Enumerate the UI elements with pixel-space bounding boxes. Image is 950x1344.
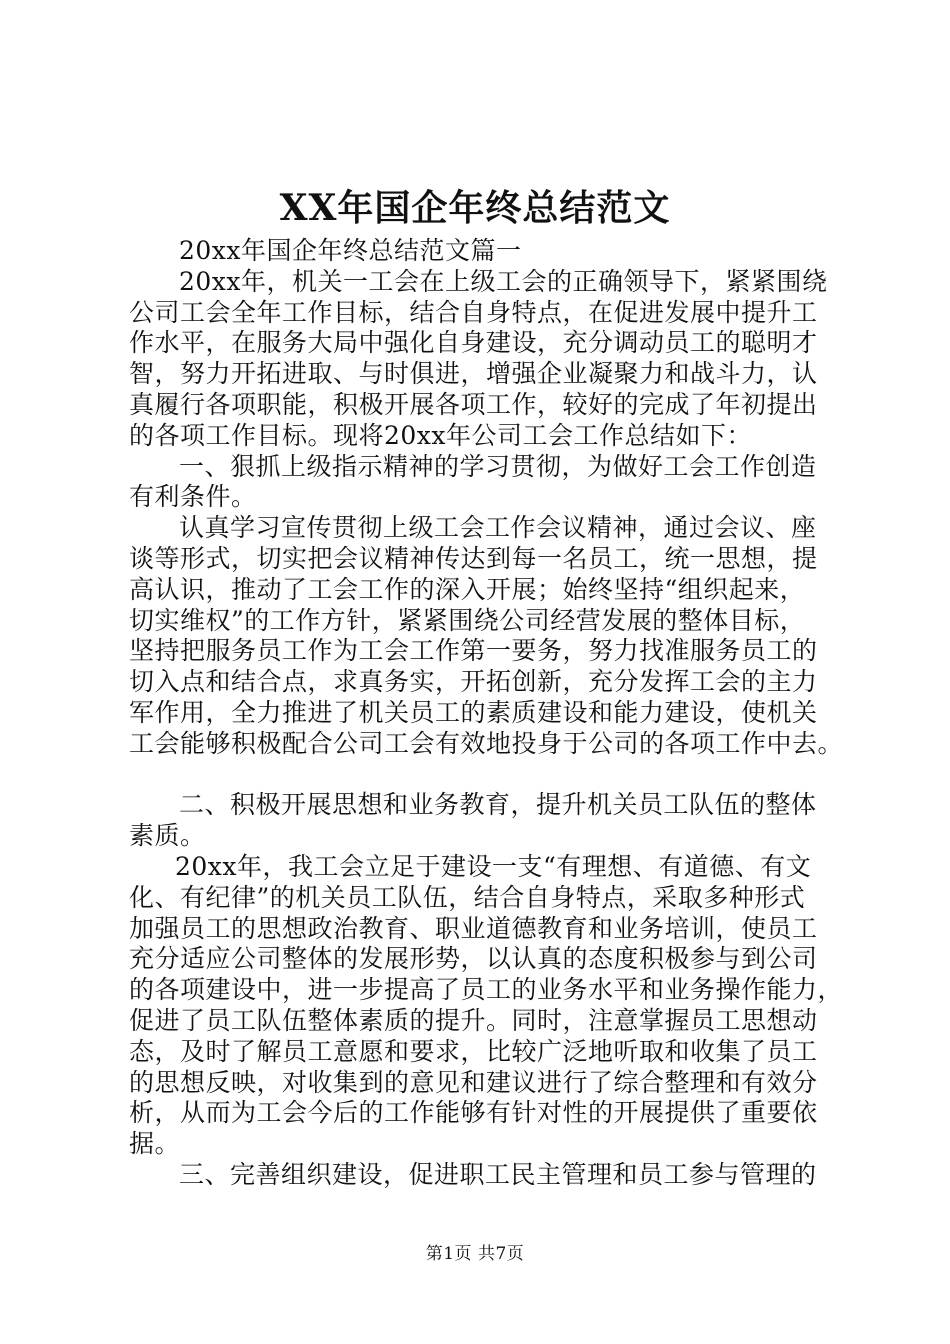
paragraph-line: 析，从而为工会今后的工作能够有针对性的开展提供了重要依 <box>129 1098 818 1128</box>
paragraph-line: 公司工会全年工作目标，结合自身特点，在促进发展中提升工 <box>129 297 818 327</box>
document-body <box>129 236 847 1191</box>
paragraph-gap <box>129 760 847 791</box>
paragraph-line: 智，努力开拓进取、与时俱进，增强企业凝聚力和战斗力，认 <box>129 359 818 389</box>
paragraph-line: 高认识，推动了工会工作的深入开展；始终坚持“组织起来， <box>129 574 806 604</box>
paragraph-line: 加强员工的思想政治教育、职业道德教育和业务培训，使员工 <box>129 913 818 943</box>
paragraph-line: 坚持把服务员工作为工会工作第一要务，努力找准服务员工的 <box>129 636 818 666</box>
section-heading-line: 三、完善组织建设，促进职工民主管理和员工参与管理的 <box>179 1159 817 1189</box>
subtitle-line: 20xx年国企年终总结范文篇一 <box>179 236 522 265</box>
section-heading-line: 素质。 <box>129 821 206 851</box>
paragraph-line: 据。 <box>129 1129 181 1159</box>
paragraph-line: 20xx年，我工会立足于建设一支“有理想、有道德、有文 <box>175 851 812 881</box>
paragraph-line: 充分适应公司整体的发展形势，以认真的态度积极参与到公司 <box>129 944 818 974</box>
paragraph-line: 20xx年，机关一工会在上级工会的正确领导下，紧紧围绕 <box>179 266 828 296</box>
section-heading-line: 二、积极开展思想和业务教育，提升机关员工队伍的整体 <box>179 790 817 820</box>
paragraph-line: 促进了员工队伍整体素质的提升。同时，注意掌握员工思想动 <box>129 1005 818 1035</box>
paragraph-line: 真履行各项职能，积极开展各项工作，较好的完成了年初提出 <box>129 389 818 419</box>
paragraph-line: 作水平，在服务大局中强化自身建设，充分调动员工的聪明才 <box>129 328 818 358</box>
paragraph-line: 的思想反映，对收集到的意见和建议进行了综合整理和有效分 <box>129 1067 818 1097</box>
paragraph-line: 军作用，全力推进了机关员工的素质建设和能力建设，使机关 <box>129 697 818 727</box>
section-heading-line: 有利条件。 <box>129 482 257 512</box>
paragraph-line: 认真学习宣传贯彻上级工会工作会议精神，通过会议、座 <box>179 513 817 543</box>
paragraph-line: 的各项建设中，进一步提高了员工的业务水平和业务操作能力， <box>129 975 844 1005</box>
page-footer: 第1页 共7页 <box>425 1244 525 1264</box>
paragraph-line: 化、有纪律”的机关员工队伍，结合自身特点，采取多种形式 <box>129 882 806 912</box>
document-title: XX年国企年终总结范文 <box>279 187 671 229</box>
paragraph-line: 态，及时了解员工意愿和要求，比较广泛地听取和收集了员工 <box>129 1036 818 1066</box>
section-heading-line: 一、狠抓上级指示精神的学习贯彻，为做好工会工作创造 <box>179 451 817 481</box>
paragraph-line: 切入点和结合点，求真务实，开拓创新，充分发挥工会的主力 <box>129 667 818 697</box>
paragraph-line: 的各项工作目标。现将20xx年公司工会工作总结如下： <box>129 420 753 450</box>
paragraph-line: 切实维权”的工作方针，紧紧围绕公司经营发展的整体目标， <box>129 605 806 635</box>
paragraph-line: 谈等形式，切实把会议精神传达到每一名员工，统一思想，提 <box>129 543 818 573</box>
paragraph-line: 工会能够积极配合公司工会有效地投身于公司的各项工作中去。 <box>129 728 844 758</box>
